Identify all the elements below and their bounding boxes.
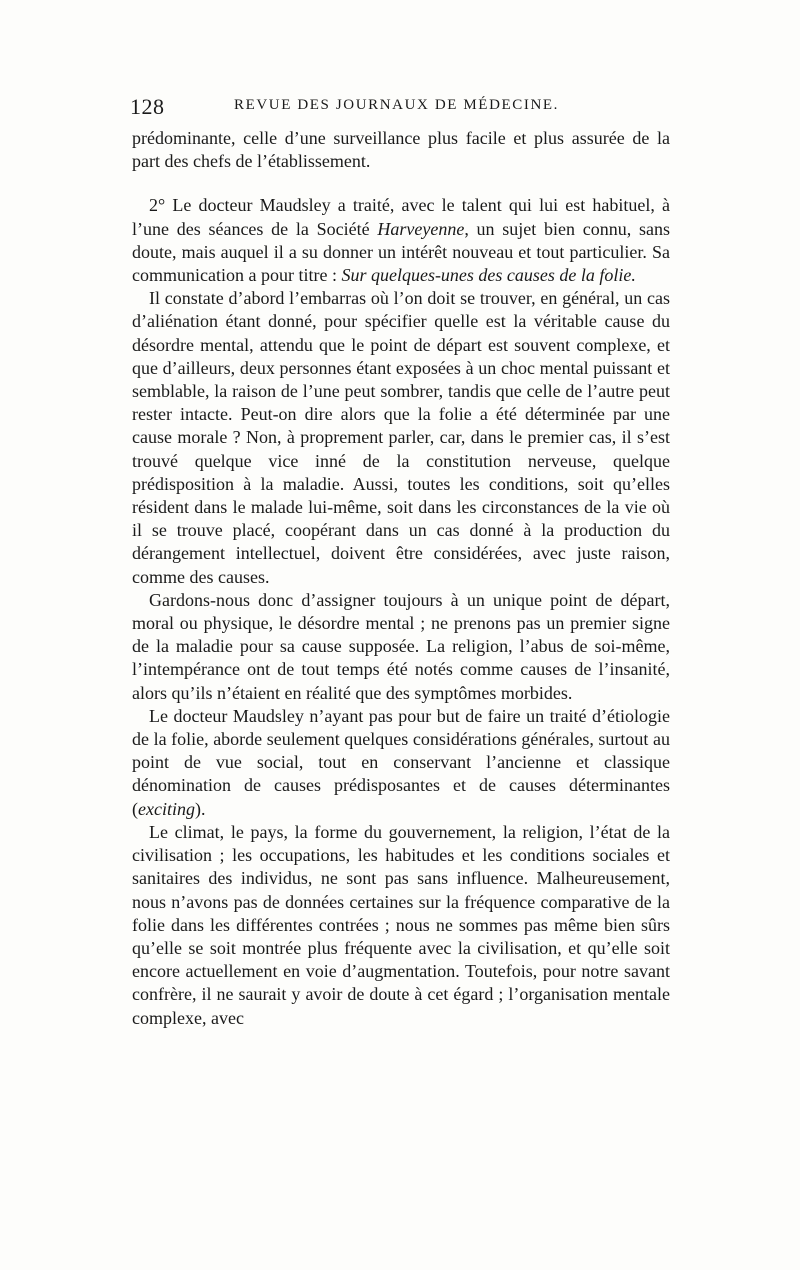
running-head [130, 94, 670, 118]
page-number: 128 [130, 94, 165, 119]
paragraph-causes: Il constate d’abord l’embarras où l’on doit se trouver, en général, un cas d’aliénation étant donné, pour spécifier quelle est la véritable cause du désordre mental, attendu que le point de départ est souvent complexe, et que d’ailleurs, deux personnes étant exposées à un choc mental puissant et semblable, la raison de l’une peut sombrer, tandis que celle de l’autre peut rester intacte. Peut-on dire alors que la folie a été déterminée par une cause morale ? Non, à proprement parler, car, dans le premier cas, il s’est trouvé quelque vice inné de la constitution nerveuse, quelque prédisposition à la maladie. Aussi, toutes les conditions, soit qu’elles résident dans le malade lui-même, soit dans les circonstances de la vie où il se trouve placé, coopérant dans un cas donné à la production du dérangement intellectuel, doivent être considérées, avec juste raison, comme des causes. [132, 288, 670, 587]
paragraph-gardons: Gardons-nous donc d’assigner toujours à un unique point de départ, moral ou physique, le désordre mental ; ne prenons pas un premier signe de la maladie pour sa cause supposée. La religion, l’abus de soi-même, l’intempérance ont de tout temps été notés comme causes de l’insanité, alors qu’ils n’étaient en réalité que des symptômes morbides. [132, 589, 670, 703]
paragraph-text: ). [194, 798, 206, 819]
paragraph-continuation: prédominante, celle d’une surveillance plus facile et plus assurée de la part des chefs de l’établissement. [132, 128, 670, 172]
paragraph-maudsley-intro [132, 194, 670, 287]
paragraph-text: Le docteur Maudsley n’ayant pas pour but de faire un traité d’étiologie de la folie, aborde seulement quelques considérations générales, surtout au point de vue social, tout en conservant l’ancienne et classique dénomination de causes prédisposantes et de causes déterminantes ( [132, 705, 670, 819]
communication-title: Sur quelques-unes des causes de la folie. [341, 265, 636, 286]
paragraph-etiologie [132, 705, 670, 821]
paragraph-text: 2° Le docteur Maudsley a traité, avec le talent qui lui est habituel, à l’une des séances de la Société [132, 195, 670, 239]
running-title: REVUE DES JOURNAUX DE MÉDECINE. [234, 97, 560, 113]
english-term: exciting [138, 798, 195, 819]
society-name: Harveyenne [377, 218, 465, 239]
paragraph-climat: Le climat, le pays, la forme du gouvernement, la religion, l’état de la civilisation ; les occupations, les habitudes et les conditions sociales et sanitaires des individus, ne sont pas sans influence. Malheureusement, nous n’avons pas de données certaines sur la fréquence comparative de la folie dans les différentes contrées ; nous ne sommes pas même bien sûrs qu’elle se soit montrée plus fréquente avec la civilisation, et qu’elle soit encore actuellement en voie d’augmentation. Toutefois, pour notre savant confrère, il ne saurait y avoir de doute à cet égard ; l’organisation mentale complexe, avec [132, 821, 670, 1028]
paragraph-text: , un sujet bien connu, sans doute, mais auquel il a su donner un intérêt nouveau et tout particulier. Sa communication a pour titre : [132, 218, 670, 286]
body-text [132, 127, 670, 1030]
